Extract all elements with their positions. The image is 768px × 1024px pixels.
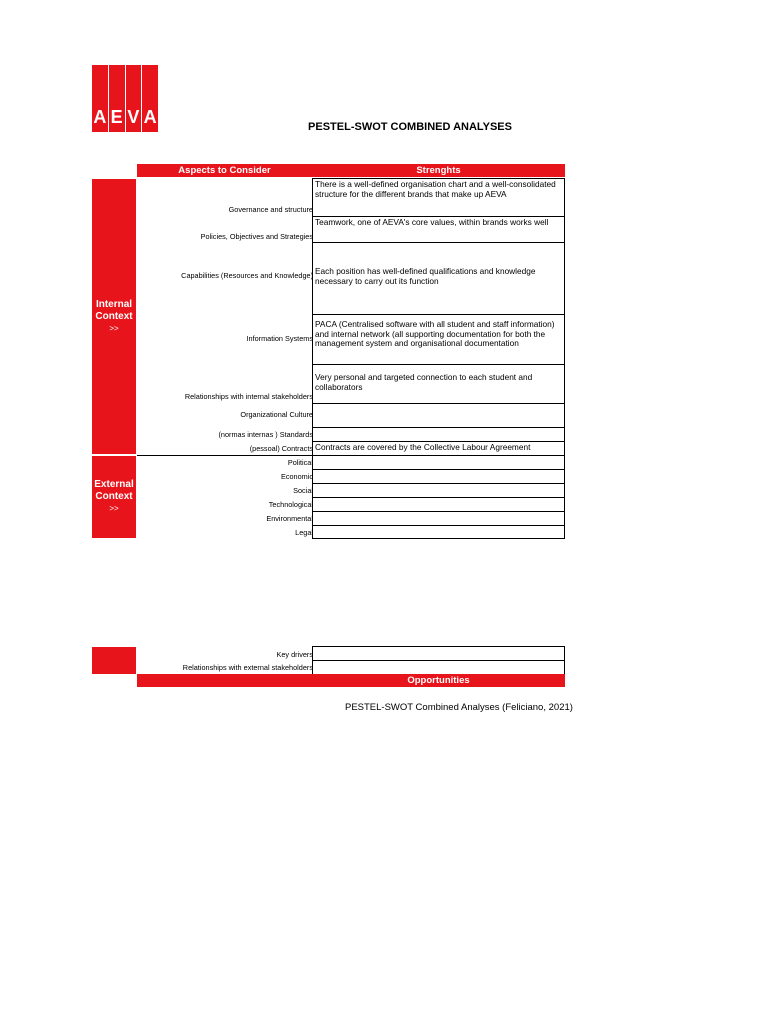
strength-cell-environmental[interactable]	[312, 511, 565, 526]
row-label-capabilities: Capabilities (Resources and Knowledge)	[181, 271, 313, 280]
internal-context-text: Internal Context	[95, 298, 133, 322]
strength-cell-capabilities[interactable]: Each position has well-defined qualifications and knowledge necessary to carry out its function	[312, 242, 565, 315]
row-label-information-systems: Information Systems	[246, 334, 313, 343]
strength-cell-organizational-culture[interactable]	[312, 403, 565, 428]
strength-cell-contracts[interactable]: Contracts are covered by the Collective Labour Agreement	[312, 441, 565, 456]
source-caption: PESTEL-SWOT Combined Analyses (Feliciano, 2021)	[345, 702, 573, 713]
opportunities-header-left	[137, 674, 312, 687]
row-label-environmental: Environmental	[266, 514, 313, 523]
row-label-policies: Policies, Objectives and Strategies	[200, 232, 313, 241]
external-context-arrow: >>	[109, 504, 119, 513]
strength-cell-policies[interactable]: Teamwork, one of AEVA's core values, within brands works well	[312, 216, 565, 243]
row-label-technological: Technological	[268, 500, 313, 509]
logo-letter: V	[127, 107, 140, 127]
logo-letter: E	[110, 107, 123, 127]
aspects-header: Aspects to Consider	[137, 164, 312, 177]
page-title: PESTEL-SWOT COMBINED ANALYSES	[308, 121, 512, 133]
strength-cell-governance[interactable]: There is a well-defined organisation chart and a well-consolidated structure for the different brands that make up AEVA	[312, 178, 565, 217]
internal-context-arrow: >>	[109, 323, 119, 333]
bottom-side-block	[92, 647, 136, 674]
strengths-header: Strenghts	[312, 164, 565, 177]
row-label-legal: Legal	[295, 528, 313, 537]
row-label-economic: Economic	[280, 472, 313, 481]
internal-context-label	[92, 179, 136, 454]
cell-external-stakeholders[interactable]	[312, 660, 565, 675]
row-label-social: Social	[293, 486, 313, 495]
strength-cell-standards[interactable]	[312, 427, 565, 442]
row-label-external-stakeholders: Relationships with external stakeholders	[182, 663, 313, 672]
strength-cell-information-systems[interactable]: PACA (Centralised software with all student and staff information) and internal network (all supporting documentation for both the management system and organisational documentation	[312, 314, 565, 365]
row-label-political: Political	[287, 458, 313, 467]
strength-cell-economic[interactable]	[312, 469, 565, 484]
logo-column	[109, 65, 125, 132]
external-context-label	[92, 456, 136, 538]
external-context-text: External Context	[94, 479, 134, 502]
logo-letter: A	[93, 107, 107, 127]
section-divider	[137, 455, 313, 456]
row-label-internal-stakeholders: Relationships with internal stakeholders	[184, 392, 313, 401]
strength-cell-technological[interactable]	[312, 497, 565, 512]
strength-cell-internal-stakeholders[interactable]: Very personal and targeted connection to each student and collaborators	[312, 364, 565, 404]
logo-column	[126, 65, 142, 132]
logo-letter: A	[143, 107, 157, 127]
row-label-governance: Governance and structure	[228, 205, 313, 214]
strength-cell-legal[interactable]	[312, 525, 565, 539]
row-label-standards: (normas internas ) Standards	[218, 430, 313, 439]
aeva-logo	[92, 65, 158, 132]
row-label-key-drivers: Key drivers	[276, 650, 313, 659]
logo-column	[92, 65, 108, 132]
row-label-organizational-culture: Organizational Culture	[240, 410, 313, 419]
logo-column	[142, 65, 158, 132]
strength-cell-political[interactable]	[312, 455, 565, 470]
cell-key-drivers[interactable]	[312, 646, 565, 661]
opportunities-header: Opportunities	[312, 674, 565, 687]
row-label-contracts: (pessoal) Contracts	[249, 444, 313, 453]
strength-cell-social[interactable]	[312, 483, 565, 498]
